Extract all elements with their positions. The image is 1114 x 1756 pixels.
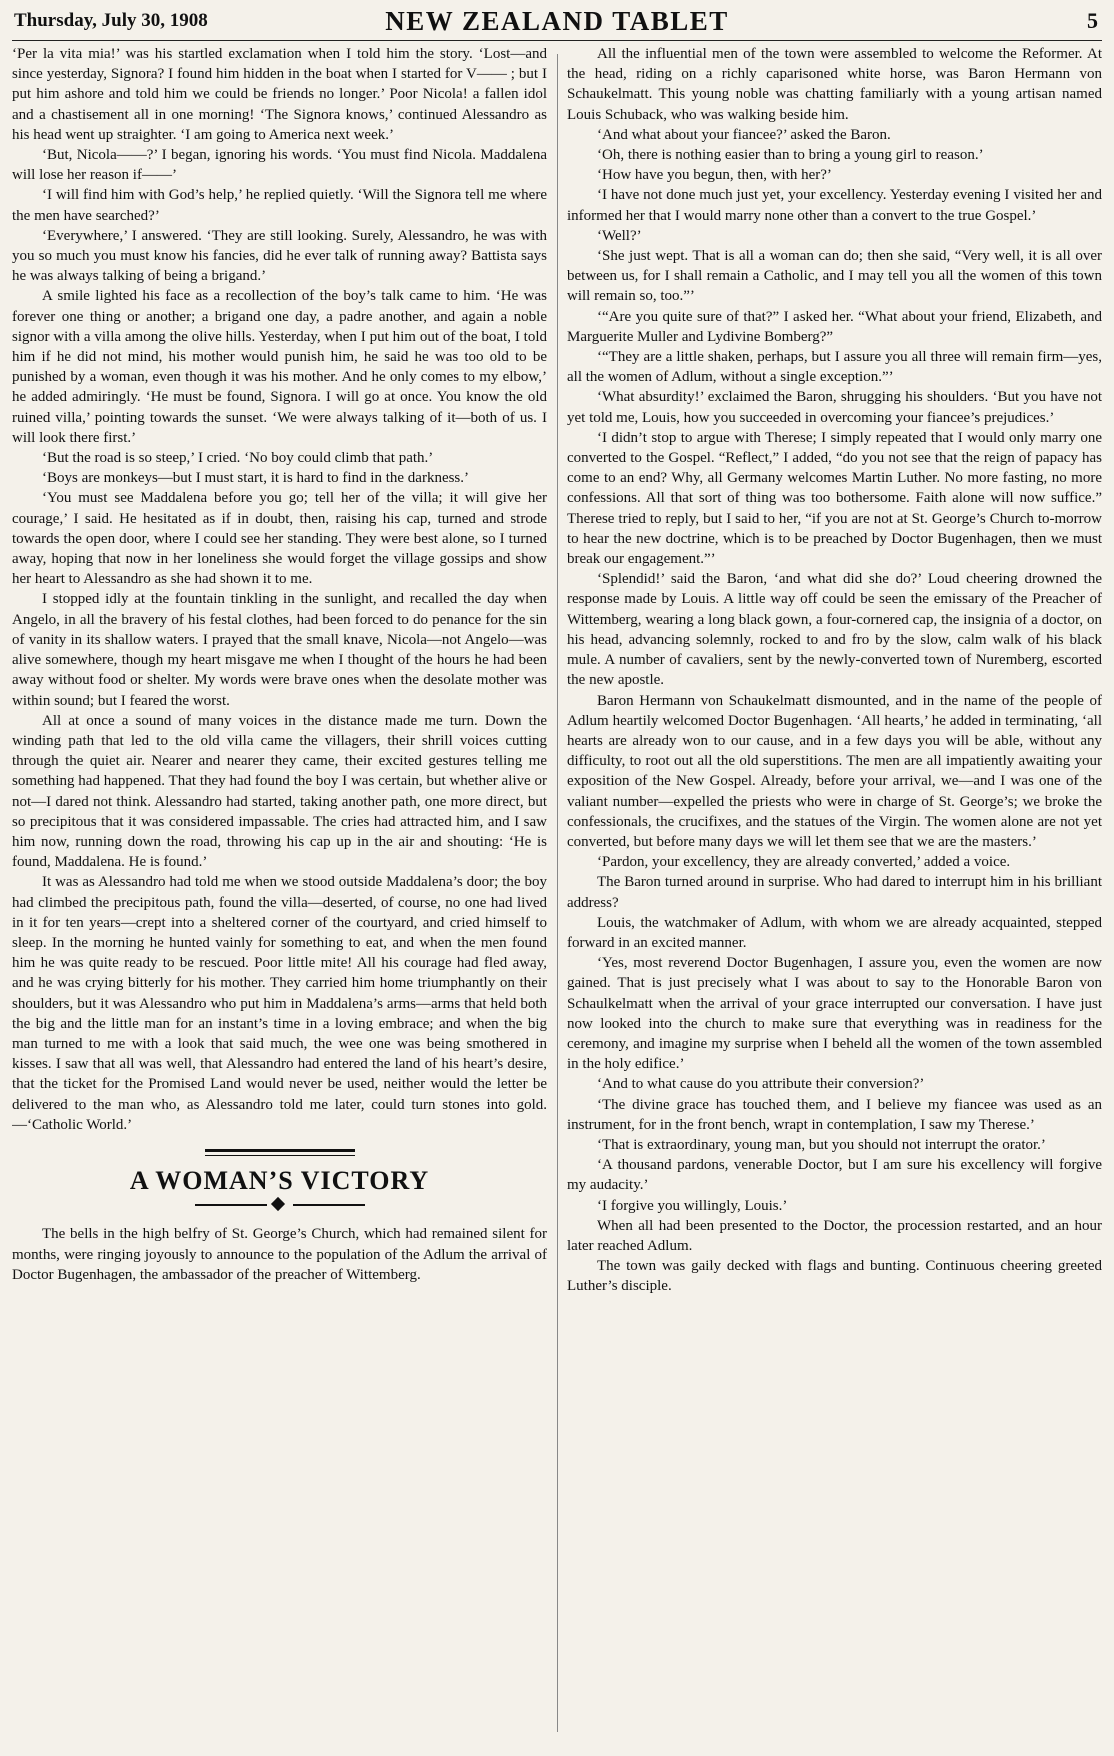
article-paragraph: When all had been presented to the Doctor, the procession restarted, and an hour later reached Adlum. bbox=[567, 1217, 1102, 1254]
diamond-ornament-icon bbox=[270, 1197, 284, 1211]
article-paragraph: ‘How have you begun, then, with her?’ bbox=[597, 167, 832, 184]
text-columns bbox=[12, 44, 1102, 1752]
article-paragraph: ‘Splendid!’ said the Baron, ‘and what did she do?’ Loud cheering drowned the response made by Louis. A little way off could be seen the emissary of the Preacher of Wittemberg, wearing a long black gown, a four-cornered cap, the insignia of a doctor, on his head, advancing solemnly, rocked to and fro by the slow, calm walk of his black mule. A number of cavaliers, sent by the newly-converted town of Nuremberg, escorted the new apostle. bbox=[567, 571, 1102, 689]
article-paragraph: ‘That is extraordinary, young man, but you should not interrupt the orator.’ bbox=[597, 1136, 1046, 1153]
article-paragraph: ‘And what about your fiancee?’ asked the Baron. bbox=[597, 126, 891, 143]
article-paragraph: The Baron turned around in surprise. Who had dared to interrupt him in his brilliant address? bbox=[567, 874, 1102, 911]
article-paragraph: The bells in the high belfry of St. George’s Church, which had remained silent for months, were ringing joyously to announce to the population of the Adlum the arrival of Doctor Bugenhagen, the ambassador of the preacher of Wittemberg. bbox=[12, 1226, 547, 1283]
story-paragraph: I stopped idly at the fountain tinkling in the sunlight, and recalled the day when Angelo, in all the bravery of his festal clothes, had been forced to do penance for the sin of vanity in its shallow waters. I prayed that the small knave, Nicola—not Angelo—was alive somewhere, though my heart misgave me when I thought of the hours he had been away without food or shelter. My words were brave ones when the desolate mother was within sound; but I feared the worst. bbox=[12, 591, 547, 709]
issue-date: Thursday, July 30, 1908 bbox=[14, 10, 208, 31]
article-paragraph: ‘Yes, most reverend Doctor Bugenhagen, I assure you, even the women are now gained. That is just precisely what I was about to say to the Honorable Baron von Schaulkelmatt when the arrival of your grace interrupted our conversation. I have just now looked into the church to make sure that everything was in readiness for the ceremony, and imagine my surprise when I beheld all the women of the town assembled in the holy edifice.’ bbox=[567, 955, 1102, 1073]
story-paragraph: ‘Everywhere,’ I answered. ‘They are still looking. Surely, Alessandro, he was with you so much you must know his fancies, did he ever talk of running away? Battista says he was always talking of being a brigand.’ bbox=[12, 227, 547, 285]
article-paragraph: ‘A thousand pardons, venerable Doctor, but I am sure his excellency will forgive my audacity.’ bbox=[567, 1157, 1102, 1194]
article-headline: A WOMAN’S VICTORY bbox=[129, 1166, 430, 1196]
article-paragraph: The town was gaily decked with flags and bunting. Continuous cheering greeted Luther’s disciple. bbox=[567, 1258, 1102, 1295]
page-number: 5 bbox=[1087, 8, 1098, 33]
masthead bbox=[12, 6, 1102, 41]
article-paragraph: ‘Well?’ bbox=[597, 227, 642, 244]
article-paragraph: ‘Oh, there is nothing easier than to bring a young girl to reason.’ bbox=[597, 147, 984, 164]
column-divider bbox=[557, 54, 558, 1732]
article-paragraph: ‘I have not done much just yet, your excellency. Yesterday evening I visited her and informed her that I would marry none other than a convert to the true Gospel.’ bbox=[567, 187, 1102, 224]
story-paragraph: ‘You must see Maddalena before you go; tell her of the villa; it will give her courage,’ I said. He hesitated as if in doubt, then, raising his cap, turned and strode towards the open door, where I could see her standing. They were best alone, so I turned away, hoping that now in her loneliness she would forget the village gossips and show her heart to Alessandro as she had shown it to me. bbox=[12, 490, 547, 588]
right-column bbox=[567, 44, 1102, 1752]
story-paragraph: ‘Boys are monkeys—but I must start, it is hard to find in the darkness.’ bbox=[42, 470, 470, 487]
story-paragraph: All at once a sound of many voices in the distance made me turn. Down the winding path that led to the old villa came the villagers, their shrill voices cutting through the quiet air. Nearer and nearer they came, their excited gestures telling me something had happened. That they had found the boy I was certain, but whether alive or not—I dared not think. Alessandro had started, taking another path, one more direct, but so precipitous that it was considered impassable. The cries had attracted him, and I saw him now, running down the road, throwing his cap up in the air and shouting: ‘He is found, Maddalena. He is found.’ bbox=[12, 712, 547, 871]
article-paragraph: Louis, the watchmaker of Adlum, with whom we are already acquainted, stepped forward in an excited manner. bbox=[567, 914, 1102, 951]
article-paragraph: ‘She just wept. That is all a woman can do; then she said, “Very well, it is all over between us, for I shall remain a Catholic, and I may tell you all the women of this town will remain so, too.”’ bbox=[567, 248, 1102, 305]
story-paragraph: ‘But, Nicola——?’ I began, ignoring his words. ‘You must find Nicola. Maddalena will lose her reason if——’ bbox=[12, 147, 547, 184]
article-paragraph: Baron Hermann von Schaukelmatt dismounted, and in the name of the people of Adlum heartily welcomed Doctor Bugenhagen. ‘All hearts,’ he added in terminating, ‘all hearts are already won to our cause, and in a few days you will be able, without any difficulty, to root out all the old superstitions. The men are all impatiently awaiting your exposition of the New Gospel. Already, before your arrival, we—and I was one of the valiant number—expelled the priests who were in charge of St. George’s; we broke the confessionals, the crucifixes, and the statues of the Virgin. The women alone are not yet converted, but before many days we will let them see that we are the masters.’ bbox=[567, 692, 1102, 850]
newspaper-title: NEW ZEALAND TABLET bbox=[385, 6, 729, 36]
article-paragraph: ‘I forgive you willingly, Louis.’ bbox=[597, 1197, 788, 1214]
article-paragraph: ‘And to what cause do you attribute their conversion?’ bbox=[597, 1076, 925, 1093]
section-divider-rule bbox=[205, 1149, 355, 1157]
story-paragraph: ‘But the road is so steep,’ I cried. ‘No boy could climb that path.’ bbox=[42, 450, 434, 467]
article-paragraph: ‘“Are you quite sure of that?” I asked her. “What about your friend, Elizabeth, and Marguerite Muller and Lydivine Bomberg?” bbox=[567, 308, 1102, 345]
headline-ornament bbox=[195, 1198, 365, 1212]
article-paragraph: All the influential men of the town were assembled to welcome the Reformer. At the head, riding on a richly caparisoned white horse, was Baron Hermann von Schaukelmatt. This young noble was chatting familiarly with a young artisan named Louis Schuback, who was walking beside him. bbox=[567, 46, 1102, 123]
story-paragraph: ‘I will find him with God’s help,’ he replied quietly. ‘Will the Signora tell me where the men have searched?’ bbox=[12, 187, 547, 224]
article-paragraph: ‘What absurdity!’ exclaimed the Baron, shrugging his shoulders. ‘But you have not yet told me, Louis, how you succeeded in overcoming your fiancee’s prejudices.’ bbox=[567, 389, 1102, 426]
article-paragraph: ‘The divine grace has touched them, and I believe my fiancee was used as an instrument, for in the front bench, wrapt in contemplation, I saw my Therese.’ bbox=[567, 1096, 1102, 1133]
article-paragraph: ‘Pardon, your excellency, they are already converted,’ added a voice. bbox=[597, 854, 1011, 871]
article-paragraph: ‘“They are a little shaken, perhaps, but I assure you all three will remain firm—yes, all the women of Adlum, without a single exception.”’ bbox=[567, 349, 1102, 386]
story-paragraph: It was as Alessandro had told me when we stood outside Maddalena’s door; the boy had climbed the precipitous path, found the villa—deserted, of course, no one had lived in it for ten years—crept into a sheltered corner of the courtyard, and cried himself to sleep. In the morning he hunted vainly for something to eat, and when the men found him he was quite ready to be rescued. Poor little mite! All his courage had fled away, and he was crying bitterly for his mother. They carried him home triumphantly on their shoulders, but it was Alessandro who put him in Maddalena’s arms—arms that held both the big and the little man for an instant’s time in a loving embrace; and when the big man turned to me with a look that said much, the wee one was being smothered in kisses. I saw that all was well, that Alessandro had entered the land of his heart’s desire, that the ticket for the Promised Land would never be used, neither would the letter be delivered to the man who, as Alessandro told me later, could turn stones into gold.—‘Catholic World.’ bbox=[12, 874, 547, 1133]
article-paragraph: ‘I didn’t stop to argue with Therese; I simply repeated that I would only marry one converted to the Gospel. “Reflect,” I added, “do you not see that the reign of papacy has come to an end? Why, all Germany welcomes Martin Luther. No more fasting, no more confessions. All that sort of thing was too bothersome. Faith alone will now suffice.” Therese tried to reply, but I said to her, “if you are not at St. George’s Church to-morrow to hear the new doctrine, which is to be preached by Doctor Bugenhagen, then we must break our engagement.”’ bbox=[567, 429, 1102, 568]
story-paragraph: A smile lighted his face as a recollection of the boy’s talk came to him. ‘He was forever one thing or another; a brigand one day, a padre another, and again a noble signor with a villa among the olive hills. Yesterday, when I put him out of the boat, I told him if he did not mind, his mother would punish him, he said he was too old to be punished by a woman, even though it was his mother. And he only comes to my elbow,’ he added admiringly. ‘He must be found, Signora. I will go at once. You know the old ruined villa,’ pointing towards the sunset. ‘We were always talking of it—both of us. I will look there first.’ bbox=[12, 288, 547, 446]
story-paragraph: ‘Per la vita mia!’ was his startled exclamation when I told him the story. ‘Lost—and since yesterday, Signora? I found him hidden in the boat when I started for V—— ; but I put him ashore and told him we could be friends no longer.’ Poor Nicola! a fallen idol and a chastisement all in one morning! ‘The Signora knows,’ continued Alessandro as his head went up straighter. ‘I am going to America next week.’ bbox=[12, 46, 547, 143]
left-column bbox=[12, 44, 547, 1752]
